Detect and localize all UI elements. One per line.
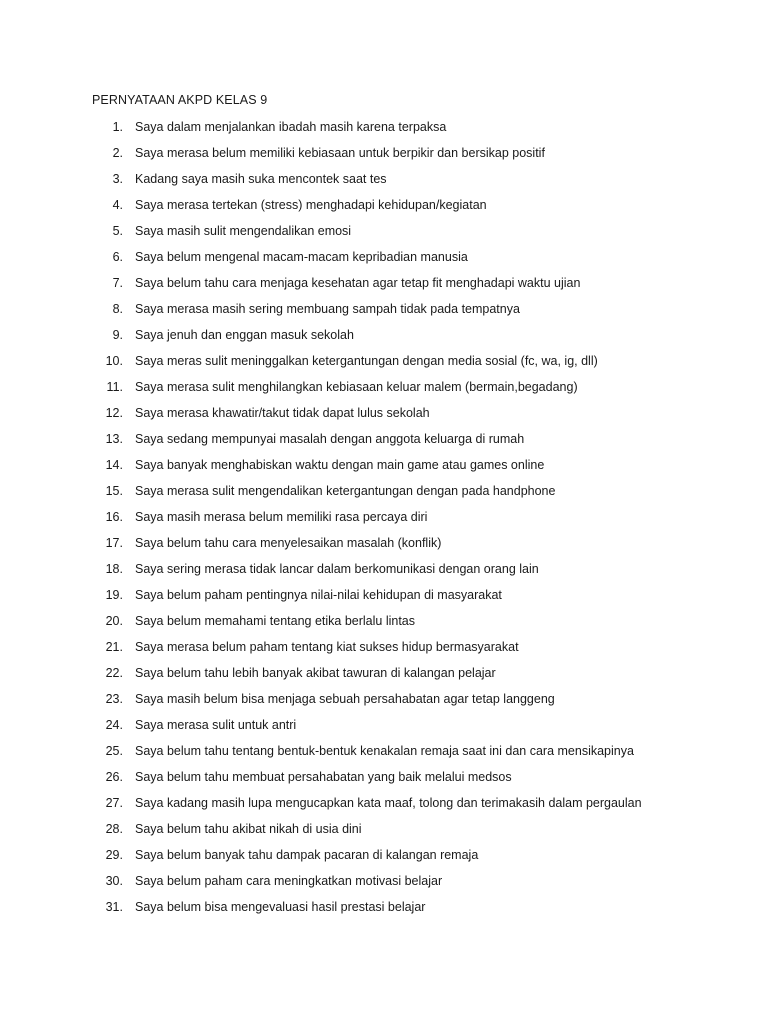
statement-text: Saya belum tahu cara menjaga kesehatan agar tetap fit menghadapi waktu ujian (135, 276, 581, 290)
statement-text: Kadang saya masih suka mencontek saat tes (135, 172, 387, 186)
statement-text: Saya belum paham pentingnya nilai-nilai kehidupan di masyarakat (135, 588, 502, 602)
statement-text: Saya belum mengenal macam-macam kepribadian manusia (135, 250, 468, 264)
statement-text: Saya masih belum bisa menjaga sebuah persahabatan agar tetap langgeng (135, 692, 555, 706)
statement-number: 15. (105, 484, 123, 498)
statement-number: 7. (112, 276, 123, 290)
statement-number: 16. (105, 510, 123, 524)
statement-number: 8. (112, 302, 123, 316)
statement-number: 3. (112, 172, 123, 186)
statement-text: Saya belum tahu cara menyelesaikan masalah (konflik) (135, 536, 442, 550)
statement-text: Saya jenuh dan enggan masuk sekolah (135, 328, 354, 342)
statement-text: Saya belum tahu membuat persahabatan yang baik melalui medsos (135, 770, 512, 784)
statement-text: Saya merasa sulit mengendalikan ketergantungan dengan pada handphone (135, 484, 556, 498)
statement-text: Saya merasa tertekan (stress) menghadapi kehidupan/kegiatan (135, 198, 487, 212)
statement-text: Saya merasa sulit menghilangkan kebiasaan keluar malem (bermain,begadang) (135, 380, 578, 394)
statement-number: 20. (105, 614, 123, 628)
statement-text: Saya banyak menghabiskan waktu dengan main game atau games online (135, 458, 545, 472)
statement-number: 4. (112, 198, 123, 212)
statement-text: Saya kadang masih lupa mengucapkan kata maaf, tolong dan terimakasih dalam pergaulan (135, 796, 642, 810)
statement-number: 31. (105, 900, 123, 914)
statement-text: Saya belum memahami tentang etika berlalu lintas (135, 614, 416, 628)
statement-text: Saya belum bisa mengevaluasi hasil prestasi belajar (135, 900, 426, 914)
statement-number: 30. (105, 874, 123, 888)
statement-text: Saya merasa khawatir/takut tidak dapat lulus sekolah (135, 406, 430, 420)
statement-number: 24. (105, 718, 123, 732)
statement-number: 11. (106, 380, 123, 394)
statement-number: 23. (105, 692, 123, 706)
statement-text: Saya belum paham cara meningkatkan motivasi belajar (135, 874, 443, 888)
statement-text: Saya masih sulit mengendalikan emosi (135, 224, 352, 238)
statement-text: Saya belum tahu tentang bentuk-bentuk kenakalan remaja saat ini dan cara mensikapinya (135, 744, 634, 758)
statement-number: 28. (105, 822, 123, 836)
statement-text: Saya belum tahu akibat nikah di usia dini (135, 822, 362, 836)
statement-number: 27. (105, 796, 123, 810)
statement-text: Saya masih merasa belum memiliki rasa percaya diri (135, 510, 428, 524)
statement-number: 26. (105, 770, 123, 784)
statement-number: 12. (105, 406, 123, 420)
statement-number: 25. (105, 744, 123, 758)
statement-number: 9. (112, 328, 123, 342)
statement-text: Saya belum banyak tahu dampak pacaran di kalangan remaja (135, 848, 479, 862)
statement-number: 6. (112, 250, 123, 264)
statement-number: 13. (105, 432, 123, 446)
statement-number: 10. (105, 354, 123, 368)
statement-text: Saya merasa masih sering membuang sampah tidak pada tempatnya (135, 302, 520, 316)
statement-number: 14. (105, 458, 123, 472)
statement-number: 1. (112, 120, 123, 134)
statement-text: Saya merasa sulit untuk antri (135, 718, 297, 732)
document-title: PERNYATAAN AKPD KELAS 9 (92, 93, 268, 107)
statement-text: Saya belum tahu lebih banyak akibat tawuran di kalangan pelajar (135, 666, 496, 680)
statement-text: Saya merasa belum memiliki kebiasaan untuk berpikir dan bersikap positif (135, 146, 545, 160)
statement-number: 5. (112, 224, 123, 238)
statement-number: 18. (105, 562, 123, 576)
statement-number: 19. (105, 588, 123, 602)
statement-text: Saya merasa belum paham tentang kiat sukses hidup bermasyarakat (135, 640, 519, 654)
statement-number: 17. (105, 536, 123, 550)
statement-number: 21. (105, 640, 123, 654)
statement-number: 29. (105, 848, 123, 862)
statement-text: Saya meras sulit meninggalkan ketergantungan dengan media sosial (fc, wa, ig, dll) (135, 354, 598, 368)
statement-text: Saya dalam menjalankan ibadah masih karena terpaksa (135, 120, 447, 134)
statement-number: 22. (105, 666, 123, 680)
statement-text: Saya sering merasa tidak lancar dalam berkomunikasi dengan orang lain (135, 562, 539, 576)
statement-text: Saya sedang mempunyai masalah dengan anggota keluarga di rumah (135, 432, 525, 446)
statement-number: 2. (112, 146, 123, 160)
